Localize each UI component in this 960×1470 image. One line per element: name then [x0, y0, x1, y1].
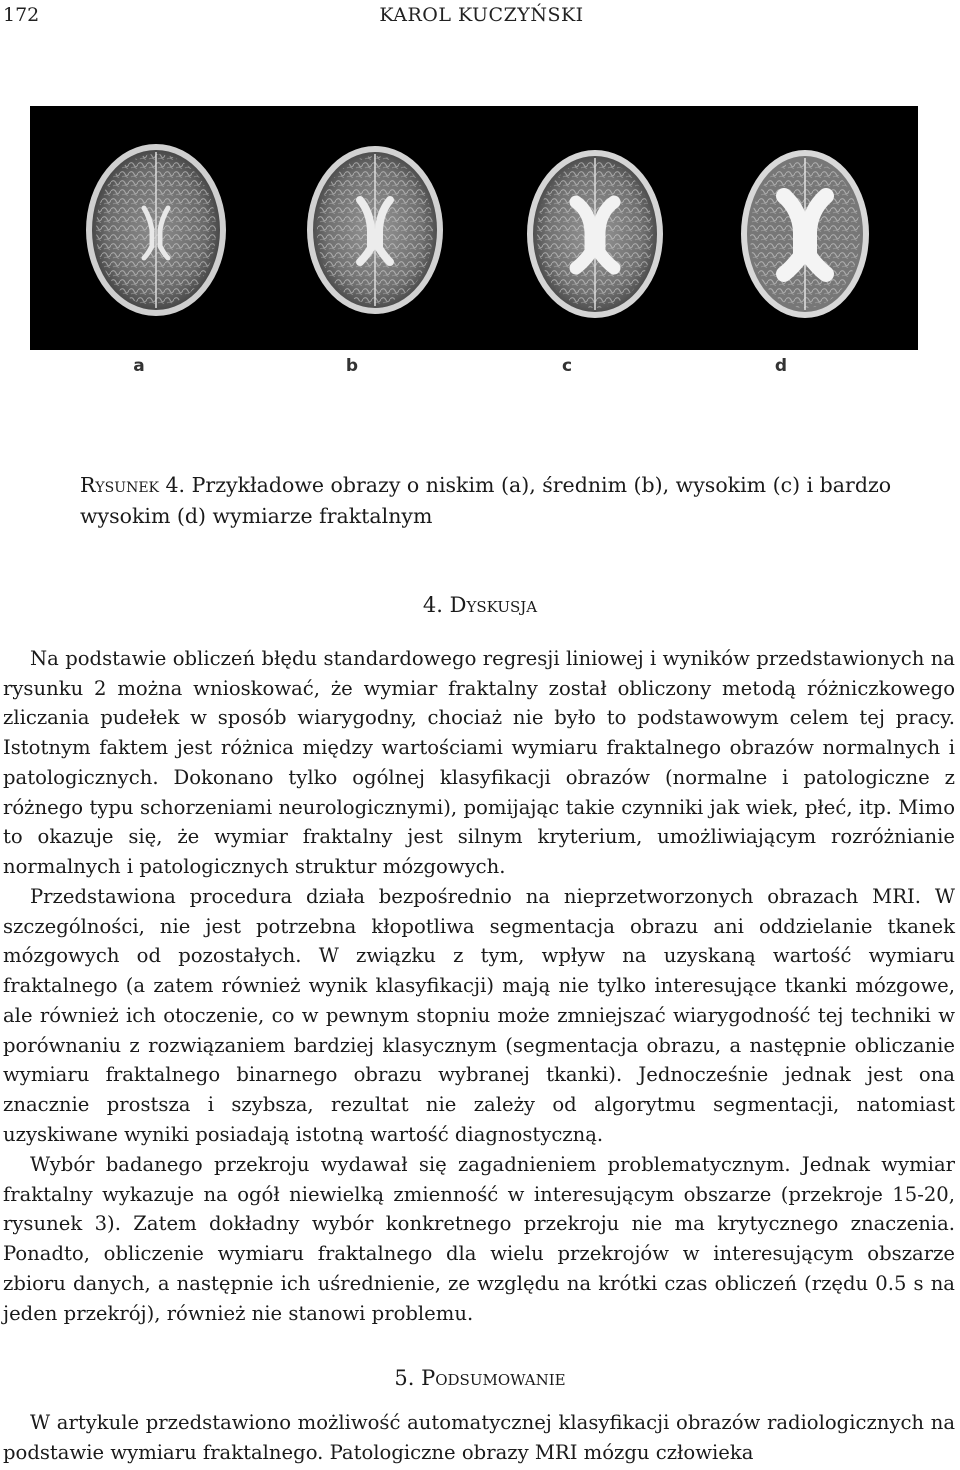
section-number: 5.	[394, 1366, 415, 1390]
caption-text: Przykładowe obrazy o niskim (a), średnim (b), wysokim (c) i bardzo wysokim (d) wymiarze fraktalnym	[80, 473, 892, 528]
mri-figure	[30, 106, 918, 350]
panel-label-a: a	[133, 356, 145, 376]
caption-label: Rysunek 4.	[80, 473, 186, 497]
mri-slice-b	[307, 146, 443, 314]
mri-image-strip	[30, 106, 918, 350]
panel-label-d: d	[774, 356, 788, 376]
panel-label-c: c	[561, 356, 573, 376]
paragraph: W artykule przedstawiono możliwość automatycznej klasyfikacji obrazów radiologicznych na podstawie wymiaru fraktalnego. Patologiczne obrazy MRI mózgu człowieka	[3, 1411, 955, 1464]
mri-slice-a	[86, 144, 226, 316]
section-title-text: Dyskusja	[449, 593, 538, 617]
mri-slice-d	[741, 150, 869, 318]
section-title-text: Podsumowanie	[421, 1366, 566, 1390]
paragraph: Na podstawie obliczeń błędu standardowego regresji liniowej i wyników przedstawionych na rysunku 2 można wnioskować, że wymiar fraktalny został obliczony metodą różniczkowego zliczania pudełek w sposób wiarygodny, chociaż nie było to podstawowym celem tej pracy. Istotnym faktem jest różnica między wartościami wymiaru fraktalnego obrazów normalnych i patologicznych. Dokonano tylko ogólnej klasyfikacji obrazów (normalne i patologiczne z różnego typu schorzeniami neurologicznymi), pomijając takie czynniki jak wiek, płeć, itp. Mimo to okazuje się, że wymiar fraktalny jest silnym kryterium, umożliwiającym rozróżnianie normalnych i patologicznych struktur mózgowych.	[3, 647, 955, 878]
page-number: 172	[3, 4, 40, 26]
panel-label-b: b	[345, 356, 359, 376]
section-number: 4.	[422, 593, 443, 617]
paragraph: Wybór badanego przekroju wydawał się zagadnieniem problematycznym. Jednak wymiar fraktalny wykazuje na ogół niewielką zmienność w interesującym obszarze (przekroje 15-20, rysunek 3). Zatem dokładny wybór konkretnego przekroju nie ma krytycznego znaczenia. Ponadto, obliczenie wymiaru fraktalnego dla wielu przekrojów w interesującym obszarze zbioru danych, a następnie ich uśrednienie, ze względu na krótki czas obliczeń (rzędu 0.5 s na jeden przekrój), również nie stanowi problemu.	[3, 1153, 955, 1325]
section-heading-4	[0, 593, 960, 617]
figure-caption	[80, 470, 900, 532]
running-author: KAROL KUCZYŃSKI	[379, 4, 584, 26]
section-heading-5	[0, 1366, 960, 1390]
paragraph: Przedstawiona procedura działa bezpośrednio na nieprzetworzonych obrazach MRI. W szczególności, nie jest potrzebna kłopotliwa segmentacja obrazu ani oddzielanie tkanek mózgowych od pozostałych. W związku z tym, wpływ na uzyskaną wartość wymiaru fraktalnego (a zatem również wynik klasyfikacji) mają nie tylko interesujące tkanki mózgowe, ale również ich otoczenie, co w pewnym stopniu może zmniejszać wiarygodność tej techniki w porównaniu z rozwiązaniem bardziej klasycznym (segmentacja obrazu, a następnie obliczanie wymiaru fraktalnego binarnego obrazu wybranej tkanki). Jednocześnie jednak jest ona znacznie prostsza i szybsza, rezultat nie zależy od algorytmu segmentacji, natomiast uzyskiwane wyniki posiadają istotną wartość diagnostyczną.	[3, 885, 955, 1146]
running-header	[3, 4, 960, 30]
mri-slice-c	[527, 150, 663, 318]
